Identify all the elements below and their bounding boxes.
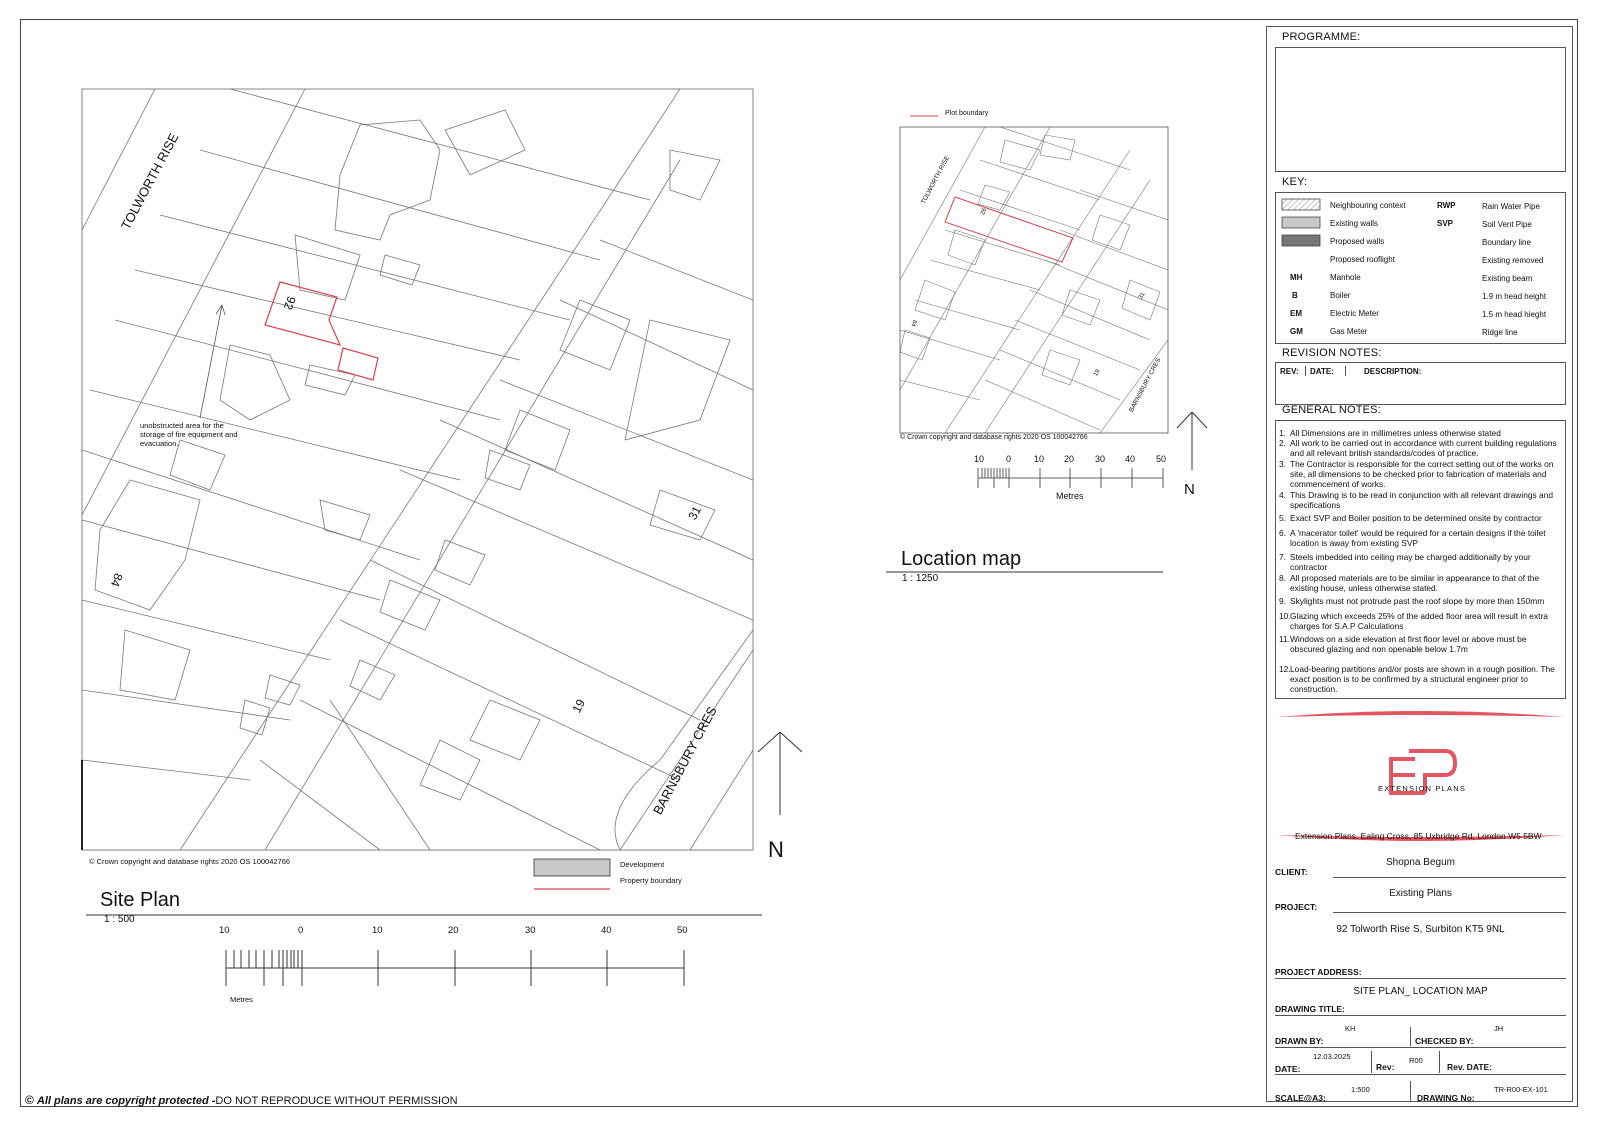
- key-soil-vent-pipe: Soil Vent Pipe: [1482, 220, 1532, 229]
- client-label: CLIENT:: [1275, 867, 1308, 877]
- location-map-scale: 1 : 1250: [902, 573, 939, 584]
- house-number-84: 84: [107, 571, 126, 589]
- key-gas-meter: Gas Meter: [1330, 327, 1368, 336]
- company-address: Extension Plans. Ealing Cross, 85 Uxbridge Rd, London W5 5BW: [1295, 831, 1542, 841]
- project-name: Existing Plans: [1389, 888, 1452, 899]
- location-scale-unit: Metres: [1056, 491, 1084, 501]
- key-boundary-line: Boundary line: [1482, 238, 1531, 247]
- note-12: 12. Load-bearing partitions and/or posts are shown in a rough position. The exact position is to be confirmed by a structural engineer prior to construction.: [1279, 664, 1555, 694]
- legend-property-boundary: Property boundary: [620, 876, 682, 885]
- location-scale-tick: 10: [974, 454, 985, 464]
- note-1: 1. All Dimensions are in millimetres unless otherwise stated: [1279, 428, 1501, 438]
- rev-date-label: Rev. DATE:: [1447, 1062, 1493, 1072]
- house-number-92: 92: [280, 294, 299, 312]
- copyright-text: DO NOT REPRODUCE WITHOUT PERMISSION: [215, 1095, 458, 1107]
- note-8: 8. All proposed materials are to be similar in appearance to that of the existing house, unless otherwise stated.: [1279, 573, 1540, 593]
- site-scale-tick: 30: [525, 925, 536, 936]
- street-label-barnsbury: BARNSBURY CRES: [650, 703, 720, 818]
- location-house-84: 84: [909, 318, 918, 328]
- divider: [1333, 912, 1566, 913]
- key-swatches: [1276, 193, 1566, 343]
- general-notes-title: GENERAL NOTES:: [1282, 404, 1381, 416]
- checked-by-label: CHECKED BY:: [1415, 1036, 1474, 1046]
- key-box: [1275, 192, 1566, 344]
- house-number-31: 31: [685, 503, 704, 523]
- project-address-label: PROJECT ADDRESS:: [1275, 967, 1362, 977]
- key-abbr-mh: MH: [1290, 273, 1303, 282]
- site-north-label: N: [768, 837, 784, 862]
- key-electric-meter: Electric Meter: [1330, 309, 1379, 318]
- key-proposed-rooflight: Proposed rooflight: [1330, 255, 1395, 264]
- project-address: 92 Tolworth Rise S, Surbiton KT5 9NL: [1336, 924, 1505, 935]
- site-plan-scale: 1 : 500: [104, 914, 135, 925]
- site-scale-tick: 50: [677, 925, 688, 936]
- location-street-barnsbury: BARNSBURY CRES: [1128, 356, 1163, 414]
- checked-by-value: JH: [1494, 1024, 1504, 1033]
- key-existing-walls: Existing walls: [1330, 219, 1379, 228]
- note-4: 4. This Drawing is to be read in conjunction with all relevant drawings and specifications: [1279, 490, 1554, 510]
- key-abbr-rwp: RWP: [1437, 201, 1456, 210]
- location-copyright: © Crown copyright and database rights 2020 OS 100042766: [900, 434, 1088, 441]
- drawing-title: SITE PLAN_ LOCATION MAP: [1353, 986, 1488, 997]
- key-rain-water-pipe: Rain Water Pipe: [1482, 202, 1540, 211]
- project-label: PROJECT:: [1275, 902, 1318, 912]
- key-manhole: Manhole: [1330, 273, 1361, 282]
- fire-equipment-annotation: unobstructed area for the storage of fire equipment and evacuation.: [140, 421, 238, 448]
- brand-name: EXTENSION PLANS: [1378, 784, 1467, 793]
- note-11: 11. Windows on a side elevation at first floor level or above must be obscured glazing and non openable below 1.7m: [1279, 634, 1527, 654]
- site-scale-tick: 10: [219, 925, 230, 936]
- key-abbr-b: B: [1292, 291, 1298, 300]
- title-block: [1266, 26, 1573, 1102]
- key-title: KEY:: [1282, 176, 1308, 188]
- divider: [1439, 1051, 1440, 1073]
- street-label-tolworth: TOLWORTH RISE: [118, 130, 182, 233]
- location-legend-plot: Plot boundary: [945, 110, 989, 117]
- key-boiler: Boiler: [1330, 291, 1351, 300]
- key-neighbouring-context: Neighbouring context: [1330, 201, 1406, 210]
- property-boundary: [265, 282, 378, 380]
- scale-value: 1:500: [1351, 1085, 1370, 1094]
- key-proposed-walls: Proposed walls: [1330, 237, 1385, 246]
- copyright-icon: ©: [25, 1093, 34, 1107]
- note-9: 9. Skylights must not protrude past the roof slope by more than 150mm: [1279, 596, 1545, 606]
- key-existing-removed: Existing removed: [1482, 256, 1544, 265]
- revision-notes-title: REVISION NOTES:: [1282, 347, 1382, 359]
- divider: [1275, 1015, 1566, 1016]
- location-house-92: 92: [978, 206, 987, 216]
- site-scale-tick: 10: [372, 925, 383, 936]
- drawing-no-value: TR-R00-EX-101: [1494, 1085, 1548, 1094]
- note-10: 10. Glazing which exceeds 25% of the added floor area will result in extra charges for S.A.P Calculations: [1279, 611, 1548, 631]
- key-head-height-19: 1.9 m head height: [1482, 292, 1547, 301]
- site-plan-lines: [82, 89, 753, 850]
- key-ridge-line: Ridge line: [1482, 328, 1518, 337]
- divider: [1275, 1047, 1566, 1048]
- location-house-19: 19: [1093, 368, 1102, 378]
- drawing-no-label: DRAWING No:: [1417, 1093, 1475, 1103]
- rev-divider: [1305, 366, 1306, 376]
- drawing-title-label: DRAWING TITLE:: [1275, 1004, 1345, 1014]
- key-abbr-gm: GM: [1290, 327, 1303, 336]
- site-north-arrow: [758, 732, 802, 815]
- rev-label: Rev:: [1376, 1062, 1395, 1072]
- location-map-drawing: [880, 100, 1220, 600]
- location-scale-tick: 20: [1064, 454, 1075, 464]
- location-scale-bar: [978, 468, 1163, 488]
- note-7: 7. Steels imbedded into ceiling may be charged additionally by your contractor: [1279, 552, 1531, 572]
- divider: [1275, 978, 1566, 979]
- development-swatch: [534, 859, 610, 876]
- revision-notes-box: [1275, 362, 1566, 405]
- site-scale-bar: [226, 950, 684, 986]
- note-3: 3. The Contractor is responsible for the correct setting out of the works on site, all dimensions to be checked prior to fabrication of materials and commencement of works.: [1279, 459, 1554, 489]
- site-copyright: © Crown copyright and database rights 2020 OS 100042766: [89, 857, 291, 866]
- site-scale-unit: Metres: [230, 995, 253, 1004]
- divider: [1410, 1027, 1411, 1046]
- note-2: 2. All work to be carried out in accordance with current building regulations and all relevant british standards/codes of practice.: [1279, 438, 1557, 458]
- rev-header-date: DATE:: [1310, 367, 1334, 376]
- location-north-arrow: [1177, 412, 1207, 470]
- drawn-by-value: KH: [1345, 1024, 1356, 1033]
- date-value: 12.03.2025: [1313, 1052, 1351, 1061]
- legend-development: Development: [620, 860, 665, 869]
- note-5: 5. Exact SVP and Boiler position to be determined onsite by contractor: [1279, 513, 1542, 523]
- rev-header-description: DESCRIPTION:: [1364, 367, 1422, 376]
- divider: [1333, 877, 1566, 878]
- note-6: 6. A 'macerator toilet' would be required for a certain designs if the toilet location is away from existing SVP: [1279, 528, 1546, 548]
- site-scale-tick: 40: [601, 925, 612, 936]
- date-label: DATE:: [1275, 1064, 1301, 1074]
- key-head-height-15: 1.5 m head hieght: [1482, 310, 1547, 319]
- site-scale-tick: 0: [298, 925, 304, 936]
- location-scale-tick: 0: [1006, 454, 1012, 464]
- house-number-19: 19: [569, 696, 588, 716]
- copyright-footer: [25, 1093, 458, 1107]
- rev-divider: [1345, 366, 1346, 376]
- key-existing-beam: Existing beam: [1482, 274, 1533, 283]
- copyright-bold-text: All plans are copyright protected -: [36, 1095, 216, 1107]
- location-north-label: N: [1184, 481, 1195, 498]
- client-name: Shopna Begum: [1386, 857, 1455, 868]
- scale-label: SCALE@A3:: [1275, 1093, 1326, 1103]
- programme-box: [1275, 47, 1566, 172]
- site-scale-tick: 20: [448, 925, 459, 936]
- location-scale-tick: 50: [1156, 454, 1167, 464]
- brand-logo: [1275, 707, 1566, 847]
- divider: [1371, 1051, 1372, 1073]
- location-map-title: Location map: [901, 548, 1022, 570]
- key-abbr-svp: SVP: [1437, 219, 1454, 228]
- location-scale-tick: 10: [1034, 454, 1045, 464]
- divider: [1410, 1081, 1411, 1101]
- location-street-tolworth: TOLWORTH RISE: [920, 154, 952, 206]
- location-scale-tick: 30: [1095, 454, 1106, 464]
- key-abbr-em: EM: [1290, 309, 1302, 318]
- rev-header-rev: REV:: [1280, 367, 1299, 376]
- location-house-31: 31: [1138, 291, 1147, 301]
- location-scale-tick: 40: [1125, 454, 1136, 464]
- drawn-by-label: DRAWN BY:: [1275, 1036, 1324, 1046]
- rev-value: R00: [1409, 1056, 1423, 1065]
- site-plan-title: Site Plan: [100, 889, 181, 911]
- programme-title: PROGRAMME:: [1282, 31, 1361, 43]
- divider: [1275, 1074, 1566, 1075]
